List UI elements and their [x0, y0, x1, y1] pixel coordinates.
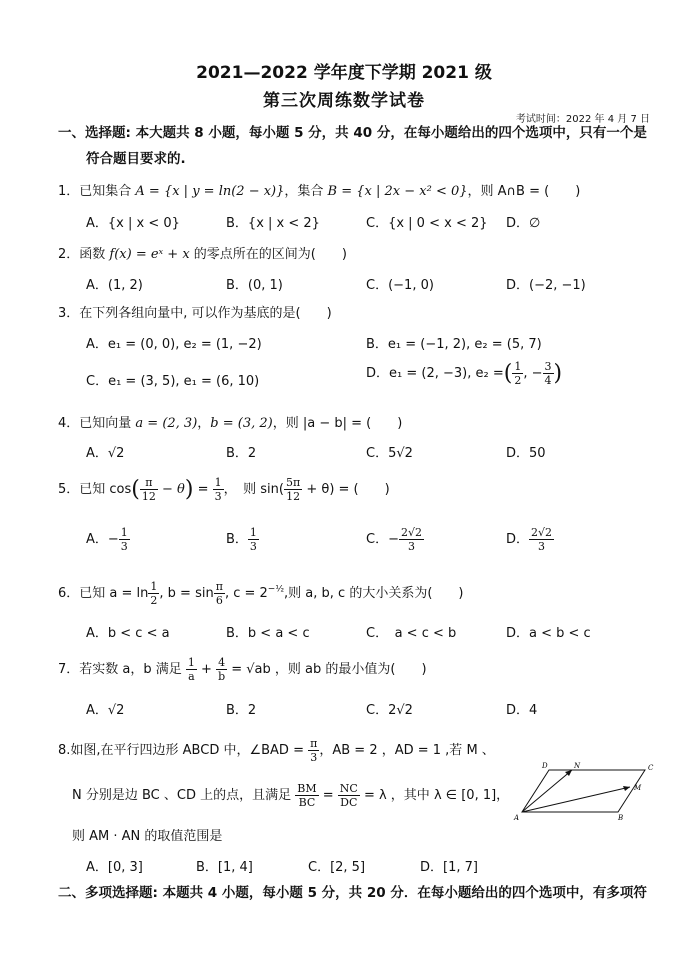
q8-option-a[interactable]: A．[0, 3]: [86, 860, 143, 875]
q5-option-c[interactable]: C．− $\frac{2√2}{3}$: [366, 526, 422, 553]
parallelogram-figure: [510, 760, 660, 822]
q4-option-c[interactable]: C．5√2: [366, 446, 413, 461]
q2-stem-b: 的零点所在的区间为( ): [189, 247, 347, 262]
q4-stem-a: 4．已知向量: [58, 416, 136, 431]
label-c: C: [648, 764, 654, 772]
q7-stem-c: = √ab ，则 ab 的最小值为( ): [227, 662, 427, 677]
question-3: 3．在下列各组向量中, 可以作为基底的是( ): [58, 306, 332, 321]
q1-option-a[interactable]: A．{x | x < 0}: [86, 216, 180, 231]
exam-title-line1: 2021—2022 学年度下学期 2021 级: [196, 63, 492, 83]
q7-option-b[interactable]: B．2: [226, 703, 257, 718]
question-7: [58, 656, 427, 683]
section1-heading-cont: 符合题目要求的.: [86, 151, 186, 167]
q6-frac-pi-6: $\frac{\pi}{6}$: [215, 580, 223, 607]
q6-stem-c: , c = 2: [224, 586, 268, 601]
q2-function: f(x) = eˣ + x: [109, 247, 190, 262]
q6-exponent: −½: [267, 584, 285, 595]
q5-frac-5pi-12: $\frac{5\pi}{12}$: [285, 476, 301, 503]
q6-option-b[interactable]: B．b < a < c: [226, 626, 310, 641]
q3-paren-open: (: [503, 361, 513, 386]
section1-heading-text: 一、选择题: 本大题共 8 小题，每小题 5 分，共 40 分，在每小题给出的四个选项中，只有一个是: [58, 125, 647, 141]
q8-stem-a: 8.如图,在平行四边形 ABCD 中，∠BAD =: [58, 743, 309, 758]
q4-option-d[interactable]: D．50: [506, 446, 546, 461]
q3-option-a[interactable]: A．e₁ = (0, 0), e₂ = (1, −2): [86, 337, 262, 352]
q2-option-b[interactable]: B．(0, 1): [226, 278, 283, 293]
q2-option-d[interactable]: D．(−2, −1): [506, 278, 586, 293]
q8-frac-pi-3: $\frac{\pi}{3}$: [310, 737, 318, 764]
q8-stem-line2a: N 分别是边 BC 、CD 上的点，且满足: [72, 788, 296, 803]
q3-frac-1-2: $\frac{1}{2}$: [514, 360, 522, 387]
q2-option-a[interactable]: A．(1, 2): [86, 278, 143, 293]
q5-stem-c: ， 则 sin(: [223, 482, 284, 497]
q5-stem-d: + θ) = ( ): [302, 482, 390, 497]
exam-title-line2: 第三次周练数学试卷: [263, 91, 425, 111]
question-6: [58, 580, 463, 607]
label-a: A: [514, 814, 520, 822]
label-d: D: [542, 762, 548, 770]
q1-stem-c: ，则 A∩B = ( ): [467, 184, 581, 199]
q1-set-b: B = {x | 2x − x² < 0}: [327, 184, 468, 199]
q6-stem-b: , b = sin: [159, 586, 214, 601]
q7-stem-a: 7．若实数 a，b 满足: [58, 662, 186, 677]
q7-frac-4-b: $\frac{4}{b}$: [218, 656, 226, 683]
q4-option-b[interactable]: B．2: [226, 446, 257, 461]
q3-comma: , −: [523, 366, 543, 381]
q6-option-c[interactable]: C． a < c < b: [366, 626, 457, 641]
q1-set-a: A = {x | y = ln(2 − x)}: [135, 184, 285, 199]
q3-option-b[interactable]: B．e₁ = (−1, 2), e₂ = (5, 7): [366, 337, 542, 352]
q7-option-d[interactable]: D．4: [506, 703, 538, 718]
q2-stem-a: 2．函数: [58, 247, 110, 262]
q7-stem-b: +: [196, 662, 217, 677]
question-8-line3: 则 AM · AN 的取值范围是: [72, 829, 223, 844]
q3-option-d-text: D．e₁ = (2, −3), e₂ =: [366, 366, 504, 381]
q5-stem-a: 5．已知 cos: [58, 482, 132, 497]
q8-frac-bm-bc: $\frac{BM}{BC}$: [297, 782, 317, 809]
section1-heading: [58, 120, 658, 172]
q6-option-a[interactable]: A．b < c < a: [86, 626, 170, 641]
q1-option-b[interactable]: B．{x | x < 2}: [226, 216, 320, 231]
q7-frac-1-a: $\frac{1}{a}$: [187, 656, 195, 683]
q3-option-d[interactable]: [366, 360, 562, 387]
q4-vector-a: a = (2, 3): [135, 416, 198, 431]
label-b: B: [618, 814, 624, 822]
q8-stem-b: ，AB = 2 ，AD = 1 ,若 M 、: [319, 743, 495, 758]
q5-frac-1-3: $\frac{1}{3}$: [214, 476, 222, 503]
q4-vector-b: b = (3, 2): [210, 416, 273, 431]
q1-stem-b: ，集合: [284, 184, 328, 199]
section2-heading: 二、多项选择题: 本题共 4 小题，每小题 5 分，共 20 分．在每小题给出的四个选项中，有多项符: [58, 885, 647, 901]
q7-option-c[interactable]: C．2√2: [366, 703, 413, 718]
q3-frac-3-4: $\frac{3}{4}$: [544, 360, 552, 387]
label-n: N: [574, 762, 581, 770]
question-5: 5．已知 cos( $\frac{\pi}{12}$ − θ) = $\frac{1}{3}$ ， 则 sin( $\frac{5\pi}{12}$ + θ) = ( ): [58, 476, 390, 503]
q1-stem-a: 1．已知集合: [58, 184, 136, 199]
question-4: [58, 412, 402, 431]
q6-frac-half: $\frac{1}{2}$: [150, 580, 158, 607]
q5-option-a[interactable]: A．− $\frac{1}{3}$: [86, 526, 128, 553]
q2-option-c[interactable]: C．(−1, 0): [366, 278, 434, 293]
parallelogram-abcd: [522, 770, 645, 812]
q5-stem-b: =: [193, 482, 213, 497]
q8-stem-line2b: =: [318, 788, 338, 803]
q5-frac-pi-12: $\frac{\pi}{12}$: [141, 476, 156, 503]
q1-option-d[interactable]: D．∅: [506, 216, 541, 231]
q1-option-c[interactable]: C．{x | 0 < x < 2}: [366, 216, 488, 231]
question-1: [58, 180, 580, 199]
q8-option-d[interactable]: D．[1, 7]: [420, 860, 478, 875]
q3-option-c[interactable]: C．e₁ = (3, 5), e₁ = (6, 10): [86, 374, 260, 389]
q8-stem-line2c: = λ ，其中 λ ∈ [0, 1]，: [359, 788, 510, 803]
q5-option-d[interactable]: D． $\frac{2√2}{3}$: [506, 526, 553, 553]
q5-option-b[interactable]: B． $\frac{1}{3}$: [226, 526, 257, 553]
question-8-line2: [72, 782, 509, 809]
q4-stem-c: ，则 |a − b| = ( ): [272, 416, 403, 431]
q6-stem-d: ,则 a, b, c 的大小关系为( ): [284, 586, 464, 601]
exam-time: 考试时间：2022 年 4 月 7 日: [515, 114, 650, 125]
question-8: [58, 737, 495, 764]
q4-option-a[interactable]: A．√2: [86, 446, 125, 461]
label-m: M: [634, 784, 642, 792]
q7-option-a[interactable]: A．√2: [86, 703, 125, 718]
q8-option-b[interactable]: B．[1, 4]: [196, 860, 253, 875]
vector-am: [522, 787, 630, 812]
q8-option-c[interactable]: C．[2, 5]: [308, 860, 366, 875]
q8-frac-nc-dc: $\frac{NC}{DC}$: [339, 782, 358, 809]
q6-stem-a: 6．已知 a = ln: [58, 586, 149, 601]
q6-option-d[interactable]: D．a < b < c: [506, 626, 591, 641]
question-2: [58, 243, 347, 262]
q3-paren-close: ): [553, 361, 563, 386]
q4-stem-b: ，: [197, 416, 211, 431]
